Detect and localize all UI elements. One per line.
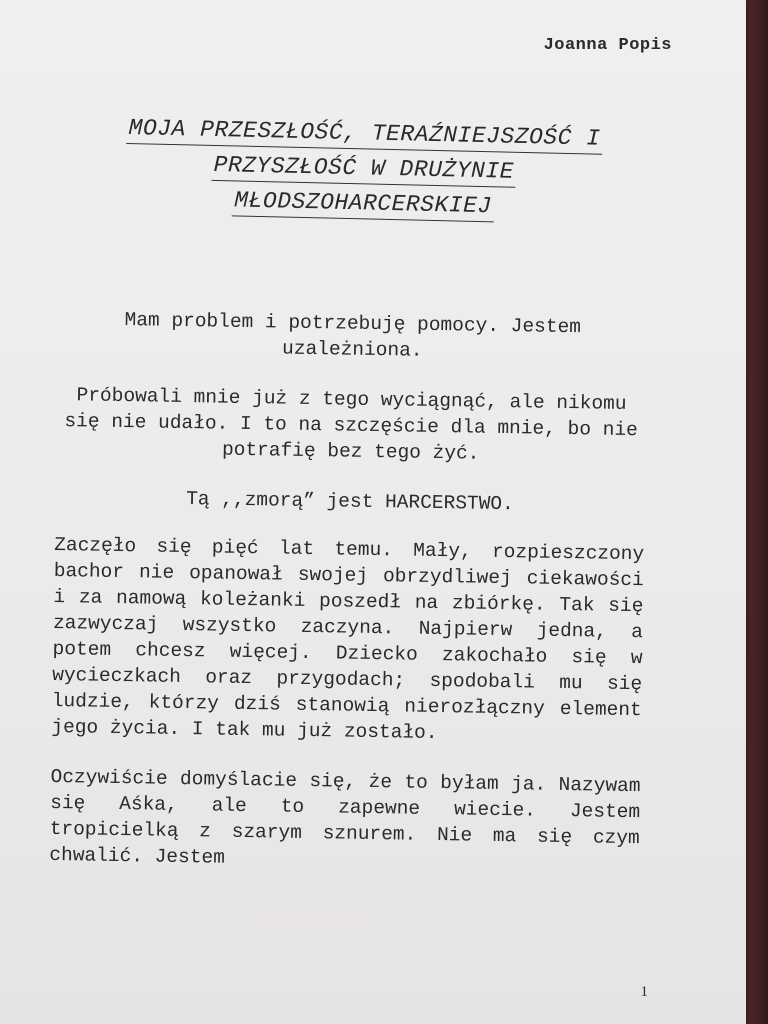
title-line-3: MŁODSZOHARCERSKIEJ bbox=[232, 186, 494, 222]
paragraph-intro: Mam problem i potrzebuję pomocy. Jestem uzależniona. bbox=[124, 309, 582, 362]
title-line-2: PRZYSZŁOŚĆ W DRUŻYNIE bbox=[211, 151, 516, 188]
document-body bbox=[49, 306, 648, 901]
paragraph-harcerstwo: Tą ,,zmorą” jest HARCERSTWO. bbox=[185, 488, 514, 516]
author-name: Joanna Popis bbox=[543, 36, 672, 55]
paragraph-identity: Oczywiście domyślacie się, że to byłam ja. Nazywam się Aśka, ale to zapewne wiecie. Jestem tropicielką z szarym sznurem. Nie ma się czym chwalić. Jestem bbox=[49, 765, 641, 869]
paragraph-attempts: Próbowali mnie już z tego wyciągnąć, ale nikomu się nie udało. I to na szczęście dla mnie, bo nie potrafię bez tego żyć. bbox=[64, 384, 638, 465]
page-number: 1 bbox=[640, 984, 648, 1000]
title-line-1: MOJA PRZESZŁOŚĆ, TERAŹNIEJSZOŚĆ I bbox=[126, 114, 603, 155]
document-title bbox=[38, 112, 690, 232]
paragraph-beginning: Zaczęło się pięć lat temu. Mały, rozpieszczony bachor nie opanował swojej obrzydliwej ciekawości i za namową koleżanki poszedł na zbiórkę. Tak się zazwyczaj wszystko zaczyna. Najpierw jedna, a potem chcesz więcej. Dziecko zakochało się w wycieczkach oraz przygodach; spodobali mu się ludzie, którzy dziś stanowią nierozłączny element jego życia. I tak mu już zostało. bbox=[51, 533, 645, 745]
